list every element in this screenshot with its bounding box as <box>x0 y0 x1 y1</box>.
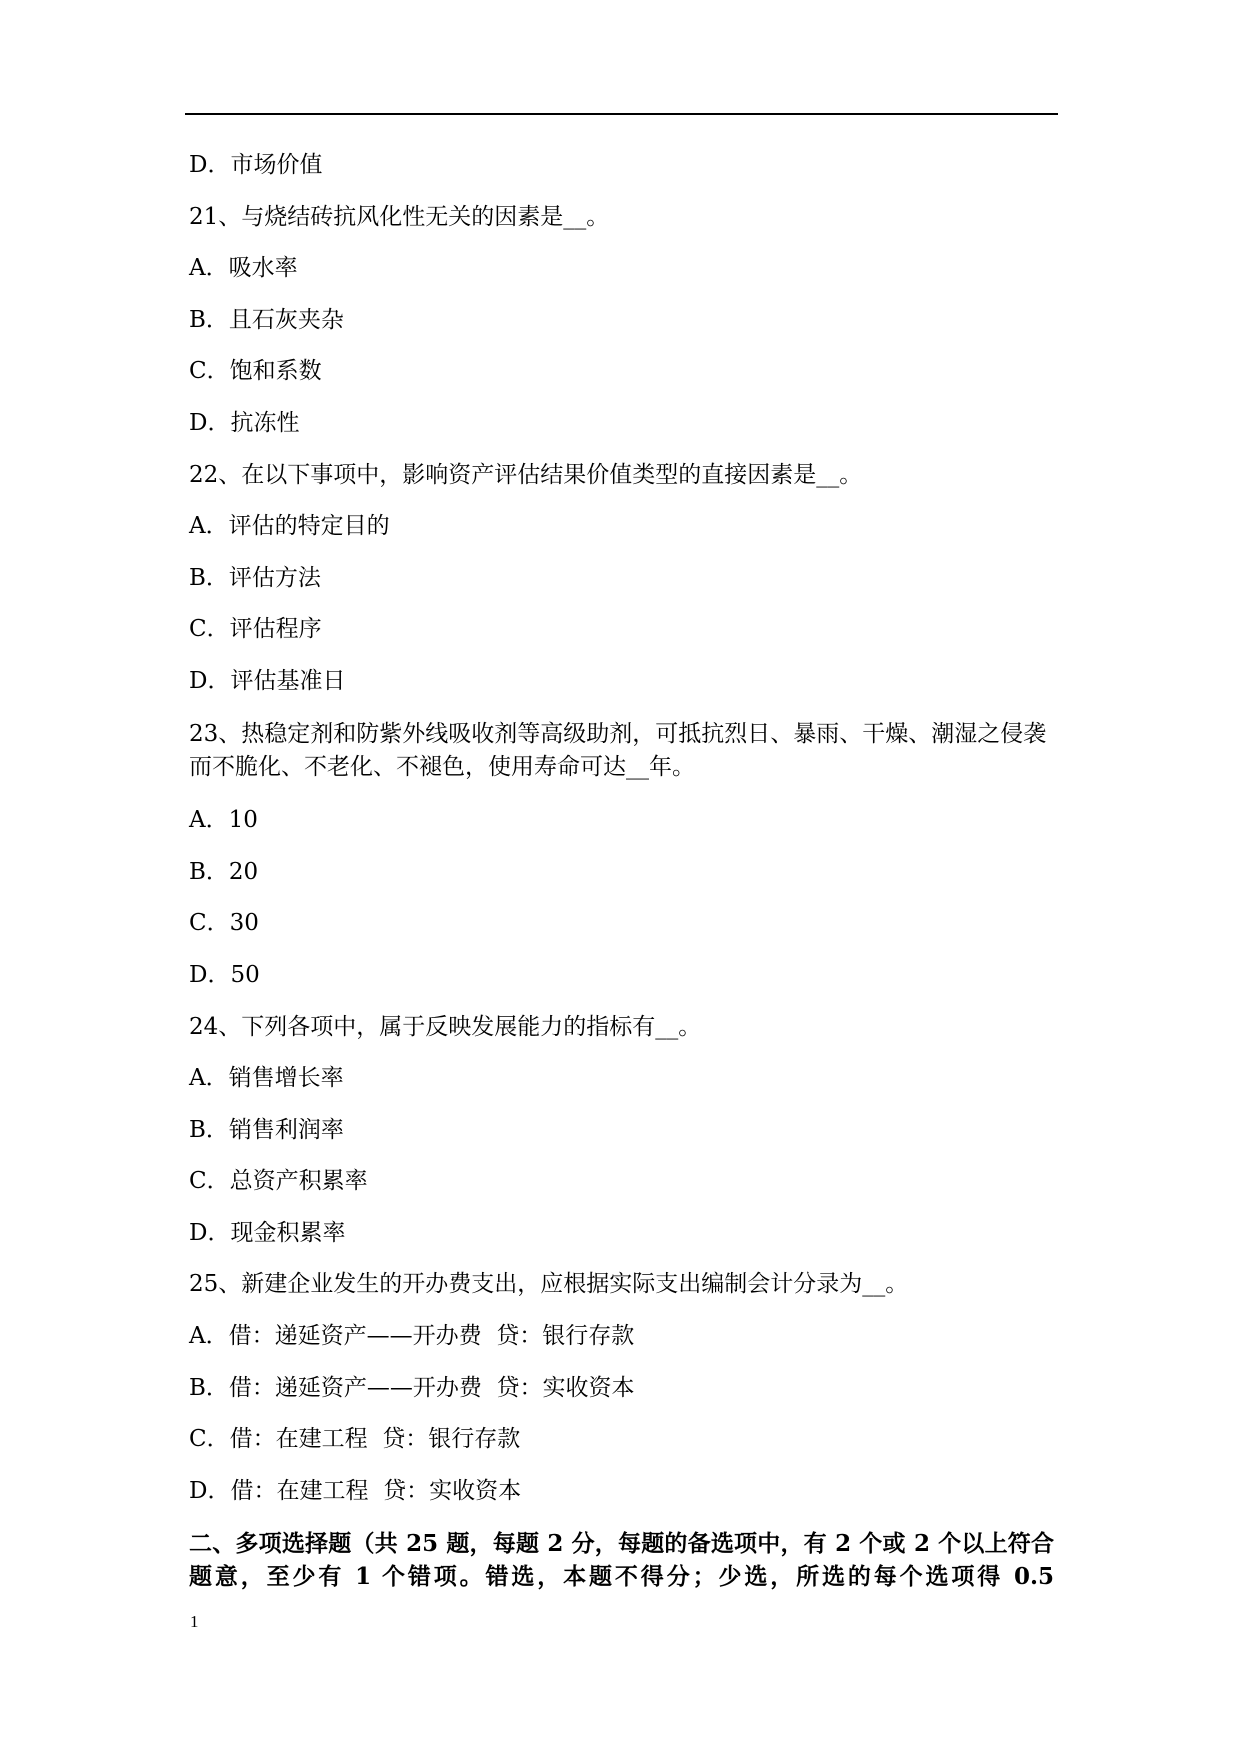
q21-option-c: C．饱和系数 <box>189 358 322 385</box>
q25-option-c: C．借：在建工程 贷：银行存款 <box>189 1426 521 1453</box>
q24-option-b: B．销售利润率 <box>189 1116 344 1143</box>
question-21: 21、与烧结砖抗风化性无关的因素是__。 <box>189 203 610 230</box>
q23-option-c: C．30 <box>189 910 259 937</box>
section-heading-multiple-choice: 二、多项选择题（共 25 题，每题 2 分，每题的备选项中，有 2 个或 2 个以上符合题意，至少有 1 个错项。错选，本题不得分；少选，所选的每个选项得 0.5 <box>189 1530 1054 1591</box>
q25-option-d: D．借：在建工程 贷：实收资本 <box>189 1477 522 1504</box>
question-24: 24、下列各项中，属于反映发展能力的指标有__。 <box>189 1013 702 1040</box>
q23-option-a: A．10 <box>189 807 258 834</box>
q22-option-c: C．评估程序 <box>189 616 322 643</box>
q22-option-d: D．评估基准日 <box>189 667 346 694</box>
option-d-market-value: D．市场价值 <box>189 152 323 178</box>
header-rule <box>185 113 1058 115</box>
q24-option-c: C．总资产积累率 <box>189 1168 368 1195</box>
question-25: 25、新建企业发生的开办费支出，应根据实际支出编制会计分录为__。 <box>189 1271 909 1298</box>
q24-option-a: A．销售增长率 <box>189 1065 344 1092</box>
q23-option-b: B．20 <box>189 858 259 885</box>
q23-option-d: D．50 <box>189 961 260 988</box>
q24-option-d: D．现金积累率 <box>189 1219 346 1246</box>
q21-option-d: D．抗冻性 <box>189 409 300 436</box>
q25-option-b: B．借：递延资产——开办费 贷：实收资本 <box>189 1374 635 1401</box>
q22-option-a: A．评估的特定目的 <box>189 513 390 540</box>
question-23: 23、热稳定剂和防紫外线吸收剂等高级助剂，可抵抗烈日、暴雨、干燥、潮湿之侵袭而不脆化、不老化、不褪色，使用寿命可达__年。 <box>189 720 1047 780</box>
page-number: 1 <box>190 1612 199 1631</box>
page-content <box>189 150 1054 1593</box>
q25-option-a: A．借：递延资产——开办费 贷：银行存款 <box>189 1323 635 1350</box>
q22-option-b: B．评估方法 <box>189 564 321 591</box>
question-22: 22、在以下事项中，影响资产评估结果价值类型的直接因素是__。 <box>189 461 863 488</box>
q21-option-a: A．吸水率 <box>189 255 298 282</box>
q21-option-b: B．且石灰夹杂 <box>189 306 344 333</box>
